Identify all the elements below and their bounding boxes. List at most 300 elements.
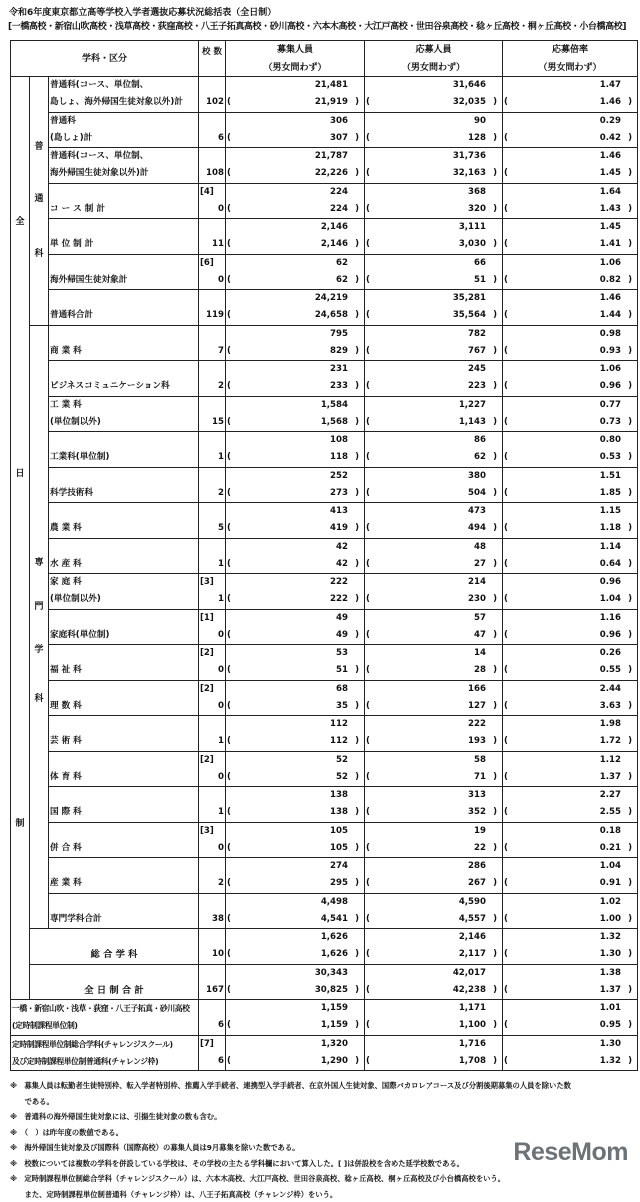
recruit-previous-year: 118: [330, 449, 348, 466]
applicants-cell: [364, 112, 503, 149]
recruit-previous-year: 22,226: [315, 165, 348, 182]
row-label-line2: 科学技術科: [50, 485, 93, 502]
paren-close: ): [628, 946, 632, 963]
recruit-current: 42: [336, 539, 348, 556]
paren-open: (: [366, 378, 370, 395]
recruit-previous-year: 112: [330, 733, 348, 750]
document-title: 令和6年度東京都立高等学校入学者選抜応募状況総括表（全日制）: [9, 5, 276, 18]
school-count-cell: [198, 254, 226, 291]
paren-open: (: [227, 307, 231, 324]
paren-close: ): [355, 236, 359, 253]
ratio-previous-year: 0.21: [600, 840, 621, 857]
paren-open: (: [227, 733, 231, 750]
paren-open: (: [366, 1017, 370, 1034]
applicants-previous-year: 767: [468, 343, 486, 360]
applicants-current: 31,646: [453, 77, 486, 94]
applicants-previous-year: 42,238: [453, 982, 486, 999]
paren-open: (: [227, 982, 231, 999]
school-count-cell: [198, 183, 226, 220]
ratio-cell: [502, 112, 638, 149]
paren-open: (: [504, 804, 508, 821]
ratio-previous-year: 1.37: [600, 982, 621, 999]
recruit-previous-year: 419: [330, 520, 348, 537]
paren-close: ): [355, 130, 359, 147]
paren-open: (: [504, 982, 508, 999]
recruit-current: 2,146: [321, 219, 348, 236]
ratio-current: 0.18: [600, 823, 621, 840]
paren-open: (: [227, 272, 231, 289]
ratio-previous-year: 1.18: [600, 520, 621, 537]
school-count-cell: [198, 609, 226, 646]
applicants-previous-year: 494: [468, 520, 486, 537]
futsu-label: 通: [30, 191, 48, 204]
ratio-cell: [502, 289, 638, 326]
applicants-cell: [364, 1035, 503, 1072]
applicants-cell: [364, 254, 503, 291]
applicants-cell: [364, 715, 503, 752]
applicants-previous-year: 32,035: [453, 94, 486, 111]
ratio-cell: [502, 76, 638, 113]
school-count: 1: [218, 733, 224, 750]
paren-close: ): [628, 414, 632, 431]
school-count: 11: [212, 236, 224, 253]
paren-open: (: [227, 1053, 231, 1070]
paren-open: (: [504, 414, 508, 431]
paren-open: (: [504, 698, 508, 715]
ratio-previous-year: 2.55: [600, 804, 621, 821]
row-label-line2: 専門学科合計: [50, 911, 102, 928]
row-label-line1: 家 庭 科: [50, 574, 82, 591]
ratio-previous-year: 1.43: [600, 201, 621, 218]
applicants-cell: [364, 467, 503, 504]
ratio-current: 1.98: [600, 716, 621, 733]
ratio-current: 1.14: [600, 539, 621, 556]
paren-open: (: [227, 94, 231, 111]
applicants-previous-year: 127: [468, 698, 486, 715]
applicants-previous-year: 320: [468, 201, 486, 218]
joint-school-count: [7]: [200, 1036, 214, 1053]
ratio-cell: [502, 751, 638, 788]
recruit-current: 224: [330, 184, 348, 201]
recruit-current: 108: [330, 432, 348, 449]
document-subtitle: [一橋高校・新宿山吹高校・浅草高校・荻窪高校・八王子拓真高校・砂川高校・六本木高校・大江戸高校・世田谷泉高校・稔ヶ丘高校・桐ヶ丘高校・小台橋高校]: [8, 21, 626, 33]
school-count-cell: [198, 893, 226, 930]
school-count-cell: [198, 786, 226, 823]
row-label-line2: 普通科合計: [50, 307, 93, 324]
row-label-line2: 海外帰国生徒対象計: [50, 272, 127, 289]
school-count: 0: [218, 627, 224, 644]
ratio-current: 1.02: [600, 894, 621, 911]
row-label-cell: [10, 999, 199, 1036]
paren-close: ): [355, 662, 359, 679]
paren-close: ): [355, 875, 359, 892]
paren-close: ): [493, 201, 497, 218]
paren-open: (: [504, 875, 508, 892]
futsu-label: 普: [30, 139, 48, 152]
recruit-previous-year: 30,825: [315, 982, 348, 999]
recruit-cell: [225, 538, 365, 575]
header-ratio: [502, 40, 638, 77]
paren-open: (: [227, 556, 231, 573]
applicants-previous-year: 1,143: [459, 414, 486, 431]
applicants-current: 222: [468, 716, 486, 733]
school-count: 0: [218, 698, 224, 715]
paren-close: ): [628, 982, 632, 999]
school-count: 1: [218, 556, 224, 573]
paren-open: (: [504, 840, 508, 857]
ratio-previous-year: 0.95: [600, 1017, 621, 1034]
paren-open: (: [227, 201, 231, 218]
row-label-cell: [48, 538, 199, 575]
recruit-previous-year: 1,290: [321, 1053, 348, 1070]
paren-close: ): [628, 449, 632, 466]
paren-close: ): [355, 485, 359, 502]
applicants-previous-year: 230: [468, 591, 486, 608]
ratio-current: 1.32: [600, 929, 621, 946]
school-count-cell: [198, 147, 226, 184]
paren-close: ): [628, 733, 632, 750]
applicants-previous-year: 27: [474, 556, 486, 573]
recruit-current: 21,787: [315, 148, 348, 165]
paren-open: (: [227, 840, 231, 857]
row-label-cell: [48, 467, 199, 504]
paren-open: (: [504, 662, 508, 679]
paren-open: (: [504, 591, 508, 608]
recruit-cell: [225, 715, 365, 752]
header-recruit-line1: 募集人員: [226, 41, 364, 59]
paren-close: ): [355, 1017, 359, 1034]
recruit-cell: [225, 76, 365, 113]
row-label-cell: [48, 360, 199, 397]
applicants-cell: [364, 76, 503, 113]
applicants-current: 19: [474, 823, 486, 840]
ratio-previous-year: 3.63: [600, 698, 621, 715]
row-label-line1: 普通科(コース、単位制、: [50, 77, 148, 94]
school-count: 102: [206, 94, 224, 111]
paren-open: (: [366, 520, 370, 537]
school-count-cell: [198, 112, 226, 149]
recruit-current: 21,481: [315, 77, 348, 94]
ratio-current: 1.46: [600, 290, 621, 307]
row-label-line2: 体 育 科: [50, 769, 82, 786]
applicants-previous-year: 352: [468, 804, 486, 821]
row-label-line2: 工業科(単位制): [50, 449, 109, 466]
joint-school-count: [4]: [200, 184, 214, 201]
paren-close: ): [493, 769, 497, 786]
school-count-cell: [198, 76, 226, 113]
recruit-cell: [225, 112, 365, 149]
paren-close: ): [628, 307, 632, 324]
paren-close: ): [355, 272, 359, 289]
ratio-previous-year: 0.93: [600, 343, 621, 360]
paren-open: (: [366, 449, 370, 466]
applicants-current: 3,111: [459, 219, 486, 236]
paren-open: (: [504, 769, 508, 786]
paren-close: ): [493, 911, 497, 928]
paren-open: (: [504, 378, 508, 395]
row-label-cell: [48, 112, 199, 149]
paren-open: (: [366, 272, 370, 289]
recruit-previous-year: 1,159: [321, 1017, 348, 1034]
header-ratio-line2: （男女問わず）: [503, 59, 637, 77]
ratio-cell: [502, 325, 638, 362]
applicants-previous-year: 28: [474, 662, 486, 679]
ratio-cell: [502, 644, 638, 681]
footnotes: [10, 1078, 571, 1202]
paren-close: ): [493, 946, 497, 963]
applicants-previous-year: 35,564: [453, 307, 486, 324]
applicants-cell: [364, 786, 503, 823]
paren-close: ): [493, 662, 497, 679]
recruit-previous-year: 42: [336, 556, 348, 573]
applicants-previous-year: 2,117: [459, 946, 486, 963]
paren-open: (: [504, 520, 508, 537]
school-count: 6: [218, 1017, 224, 1034]
paren-open: (: [227, 343, 231, 360]
paren-open: (: [366, 556, 370, 573]
paren-open: (: [504, 449, 508, 466]
recruit-cell: [225, 786, 365, 823]
header-applicants-line1: 応募人員: [365, 41, 502, 59]
paren-close: ): [355, 201, 359, 218]
applicants-current: 286: [468, 858, 486, 875]
senmon-label: 門: [30, 599, 48, 612]
ratio-current: 1.38: [600, 965, 621, 982]
row-label-cell: [48, 289, 199, 326]
row-label-line2: 芸 術 科: [50, 733, 82, 750]
paren-open: (: [504, 130, 508, 147]
row-label-line2: 国 際 科: [50, 804, 82, 821]
row-label-line2: 産 業 科: [50, 875, 82, 892]
paren-open: (: [504, 1053, 508, 1070]
row-label-cell: [48, 396, 199, 433]
applicants-current: 14: [474, 645, 486, 662]
paren-open: (: [504, 343, 508, 360]
applicants-previous-year: 3,030: [459, 236, 486, 253]
ratio-previous-year: 1.45: [600, 165, 621, 182]
paren-close: ): [628, 1053, 632, 1070]
paren-open: (: [366, 485, 370, 502]
row-label-cell: [48, 573, 199, 610]
applicants-previous-year: 1,100: [459, 1017, 486, 1034]
applicants-cell: [364, 751, 503, 788]
paren-close: ): [628, 1017, 632, 1034]
applicants-previous-year: 62: [474, 449, 486, 466]
recruit-cell: [225, 325, 365, 362]
applicants-cell: [364, 502, 503, 539]
recruit-current: 306: [330, 113, 348, 130]
ratio-current: 0.96: [600, 574, 621, 591]
paren-close: ): [628, 94, 632, 111]
paren-close: ): [628, 804, 632, 821]
paren-open: (: [504, 236, 508, 253]
recruit-previous-year: 307: [330, 130, 348, 147]
senmon-label: 科: [30, 691, 48, 704]
applicants-current: 380: [468, 468, 486, 485]
school-count-cell: [198, 751, 226, 788]
paren-close: ): [493, 875, 497, 892]
recruit-previous-year: 233: [330, 378, 348, 395]
school-count-cell: [198, 218, 226, 255]
school-count-cell: [198, 999, 226, 1036]
applicants-cell: [364, 147, 503, 184]
row-label-line2: 農 業 科: [50, 520, 82, 537]
row-label-cell: [48, 218, 199, 255]
joint-school-count: [6]: [200, 255, 214, 272]
ratio-cell: [502, 254, 638, 291]
row-label-cell: [29, 928, 199, 965]
paren-open: (: [504, 201, 508, 218]
paren-close: ): [493, 307, 497, 324]
ratio-previous-year: 1.72: [600, 733, 621, 750]
ratio-current: 1.12: [600, 752, 621, 769]
zennichi-label: 全: [11, 214, 29, 227]
ratio-current: 1.30: [600, 1036, 621, 1053]
paren-close: ): [355, 840, 359, 857]
applicants-current: 66: [474, 255, 486, 272]
row-label-cell: [48, 786, 199, 823]
paren-open: (: [227, 1017, 231, 1034]
applicants-cell: [364, 431, 503, 468]
joint-school-count: [2]: [200, 681, 214, 698]
paren-close: ): [355, 698, 359, 715]
row-label-line2: 総 合 学 科: [30, 946, 198, 963]
paren-close: ): [493, 520, 497, 537]
school-count: 1: [218, 804, 224, 821]
applicants-current: 35,281: [453, 290, 486, 307]
row-label-cell: [48, 680, 199, 717]
paren-close: ): [628, 130, 632, 147]
row-label-cell: [48, 502, 199, 539]
applicants-current: 368: [468, 184, 486, 201]
paren-open: (: [504, 307, 508, 324]
recruit-cell: [225, 751, 365, 788]
ratio-cell: [502, 573, 638, 610]
ratio-cell: [502, 147, 638, 184]
paren-open: (: [366, 804, 370, 821]
paren-open: (: [504, 627, 508, 644]
paren-open: (: [227, 378, 231, 395]
recruit-cell: [225, 857, 365, 894]
recruit-cell: [225, 396, 365, 433]
ratio-current: 1.15: [600, 503, 621, 520]
header-applicants-line2: （男女問わず）: [365, 59, 502, 77]
paren-open: (: [366, 307, 370, 324]
paren-close: ): [628, 911, 632, 928]
paren-close: ): [355, 982, 359, 999]
row-label-line2: (単位制以外): [50, 414, 101, 431]
paren-open: (: [227, 911, 231, 928]
school-count-cell: [198, 396, 226, 433]
row-label-cell: [10, 1035, 199, 1072]
ratio-cell: [502, 822, 638, 859]
paren-close: ): [493, 485, 497, 502]
recruit-current: 30,343: [315, 965, 348, 982]
ratio-previous-year: 0.73: [600, 414, 621, 431]
paren-open: (: [227, 130, 231, 147]
ratio-current: 0.98: [600, 326, 621, 343]
applicants-cell: [364, 857, 503, 894]
school-count: 5: [218, 520, 224, 537]
ratio-current: 1.45: [600, 219, 621, 236]
school-count-cell: [198, 573, 226, 610]
applicants-current: 90: [474, 113, 486, 130]
ratio-cell: [502, 999, 638, 1036]
paren-close: ): [628, 236, 632, 253]
header-recruit-line2: （男女問わず）: [226, 59, 364, 77]
school-count: 0: [218, 662, 224, 679]
recruit-previous-year: 35: [336, 698, 348, 715]
futsu-label: 科: [30, 246, 48, 259]
recruit-previous-year: 52: [336, 769, 348, 786]
paren-close: ): [355, 804, 359, 821]
school-count: 1: [218, 591, 224, 608]
paren-close: ): [493, 591, 497, 608]
applicants-cell: [364, 964, 503, 1001]
paren-open: (: [366, 662, 370, 679]
school-count: 38: [212, 911, 224, 928]
paren-close: ): [628, 378, 632, 395]
row-label-line1: 普通科(コース、単位制、: [50, 148, 148, 165]
recruit-current: 112: [330, 716, 348, 733]
paren-close: ): [493, 627, 497, 644]
applicants-cell: [364, 538, 503, 575]
paren-close: ): [355, 769, 359, 786]
ratio-cell: [502, 857, 638, 894]
paren-open: (: [366, 769, 370, 786]
ratio-cell: [502, 538, 638, 575]
school-count-cell: [198, 822, 226, 859]
recruit-current: 105: [330, 823, 348, 840]
paren-open: (: [366, 94, 370, 111]
resemom-logo: ReseMom: [513, 1138, 628, 1167]
ratio-current: 2.44: [600, 681, 621, 698]
row-label-cell: [48, 183, 199, 220]
paren-close: ): [493, 449, 497, 466]
row-label-line2: (島しょ)計: [50, 130, 92, 147]
paren-close: ): [628, 698, 632, 715]
school-count: 6: [218, 1053, 224, 1070]
row-label-line1: 一橋・新宿山吹・浅草・荻窪・八王子拓真・砂川高校: [12, 1000, 190, 1017]
school-count: 10: [212, 946, 224, 963]
paren-close: ): [628, 556, 632, 573]
paren-open: (: [504, 946, 508, 963]
ratio-cell: [502, 964, 638, 1001]
row-label-line2: コ ー ス 制 計: [50, 201, 105, 218]
recruit-current: 62: [336, 255, 348, 272]
paren-open: (: [227, 698, 231, 715]
paren-close: ): [628, 485, 632, 502]
recruit-current: 231: [330, 361, 348, 378]
paren-open: (: [504, 1017, 508, 1034]
school-count-cell: [198, 964, 226, 1001]
applicants-cell: [364, 822, 503, 859]
paren-close: ): [355, 1053, 359, 1070]
row-label-line2: (定時制課程単位制): [12, 1017, 78, 1034]
footnote: ※ 海外帰国生徒対象及び国際科（国際高校）の募集人員は9月募集を除いた数である。: [10, 1140, 571, 1156]
paren-close: ): [493, 982, 497, 999]
school-count: 2: [218, 485, 224, 502]
paren-open: (: [504, 556, 508, 573]
ratio-previous-year: 0.96: [600, 378, 621, 395]
applicants-current: 48: [474, 539, 486, 556]
ratio-cell: [502, 786, 638, 823]
header-ratio-line1: 応募倍率: [503, 41, 637, 59]
recruit-cell: [225, 147, 365, 184]
applicants-current: 42,017: [453, 965, 486, 982]
school-count-cell: [198, 644, 226, 681]
ratio-current: 1.64: [600, 184, 621, 201]
